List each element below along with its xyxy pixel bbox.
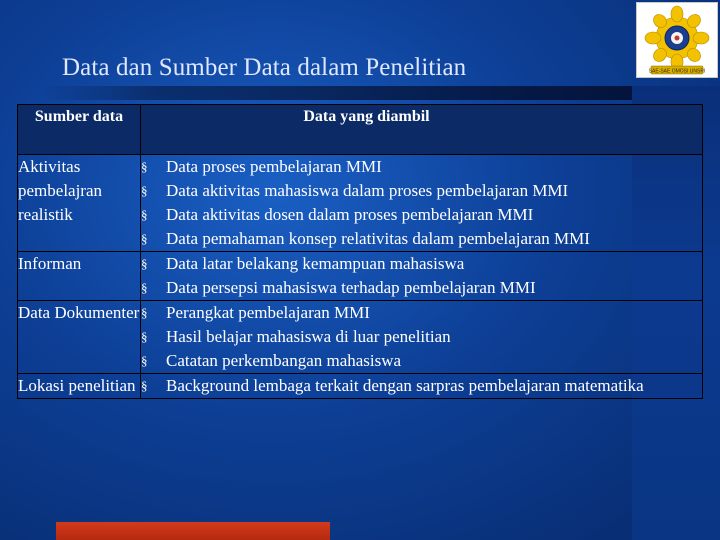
list-item xyxy=(141,301,702,325)
table-header-row xyxy=(18,105,703,155)
table-row xyxy=(18,252,703,301)
bottom-accent-bar xyxy=(56,522,330,540)
list-item-text: Perangkat pembelajaran MMI xyxy=(166,303,370,322)
logo-emblem-icon xyxy=(641,5,713,75)
list-item-text: Data aktivitas mahasiswa dalam proses pembelajaran MMI xyxy=(166,181,569,200)
list-item-text: Data proses pembelajaran MMI xyxy=(166,157,382,176)
bullet-icon: § xyxy=(141,329,148,344)
header-data: Data yang diambil xyxy=(141,105,703,155)
row-data-list xyxy=(141,252,703,301)
bullet-icon: § xyxy=(141,256,148,271)
bullet-icon: § xyxy=(141,280,148,295)
bullet-icon: § xyxy=(141,378,148,393)
table-row xyxy=(18,155,703,252)
list-item-text: Background lembaga terkait dengan sarpras pembelajaran matematika xyxy=(166,376,644,395)
list-item-text: Data aktivitas dosen dalam proses pembelajaran MMI xyxy=(166,205,534,224)
university-logo xyxy=(636,2,718,78)
row-source-label: Data Dokumenter xyxy=(18,301,141,374)
row-source-label: Lokasi penelitian xyxy=(18,374,141,399)
table-row xyxy=(18,301,703,374)
list-item xyxy=(141,155,702,179)
table-body xyxy=(18,155,703,399)
list-item xyxy=(141,227,702,251)
logo-text: SAE-SAE OMOSI UNSRI xyxy=(648,68,706,75)
list-item xyxy=(141,374,702,398)
bullet-icon: § xyxy=(141,207,148,222)
list-item-text: Catatan perkembangan mahasiswa xyxy=(166,351,402,370)
header-source: Sumber data xyxy=(18,105,141,155)
list-item xyxy=(141,276,702,300)
list-item xyxy=(141,325,702,349)
bullet-icon: § xyxy=(141,183,148,198)
list-item xyxy=(141,349,702,373)
list-item-text: Data latar belakang kemampuan mahasiswa xyxy=(166,254,465,273)
row-data-list xyxy=(141,374,703,399)
list-item xyxy=(141,203,702,227)
list-item-text: Data pemahaman konsep relativitas dalam pembelajaran MMI xyxy=(166,229,590,248)
list-item xyxy=(141,252,702,276)
title-underline-bar xyxy=(40,86,632,100)
list-item xyxy=(141,179,702,203)
list-item-text: Data persepsi mahasiswa terhadap pembelajaran MMI xyxy=(166,278,536,297)
row-source-label: Informan xyxy=(18,252,141,301)
bullet-icon: § xyxy=(141,231,148,246)
bullet-icon: § xyxy=(141,353,148,368)
data-table xyxy=(17,104,703,399)
row-source-label: Aktivitas pembelajran realistik xyxy=(18,155,141,252)
bullet-icon: § xyxy=(141,305,148,320)
row-data-list xyxy=(141,155,703,252)
list-item-text: Hasil belajar mahasiswa di luar penelitian xyxy=(166,327,451,346)
row-data-list xyxy=(141,301,703,374)
page-title: Data dan Sumber Data dalam Penelitian xyxy=(62,54,467,81)
bullet-icon: § xyxy=(141,159,148,174)
table-row xyxy=(18,374,703,399)
